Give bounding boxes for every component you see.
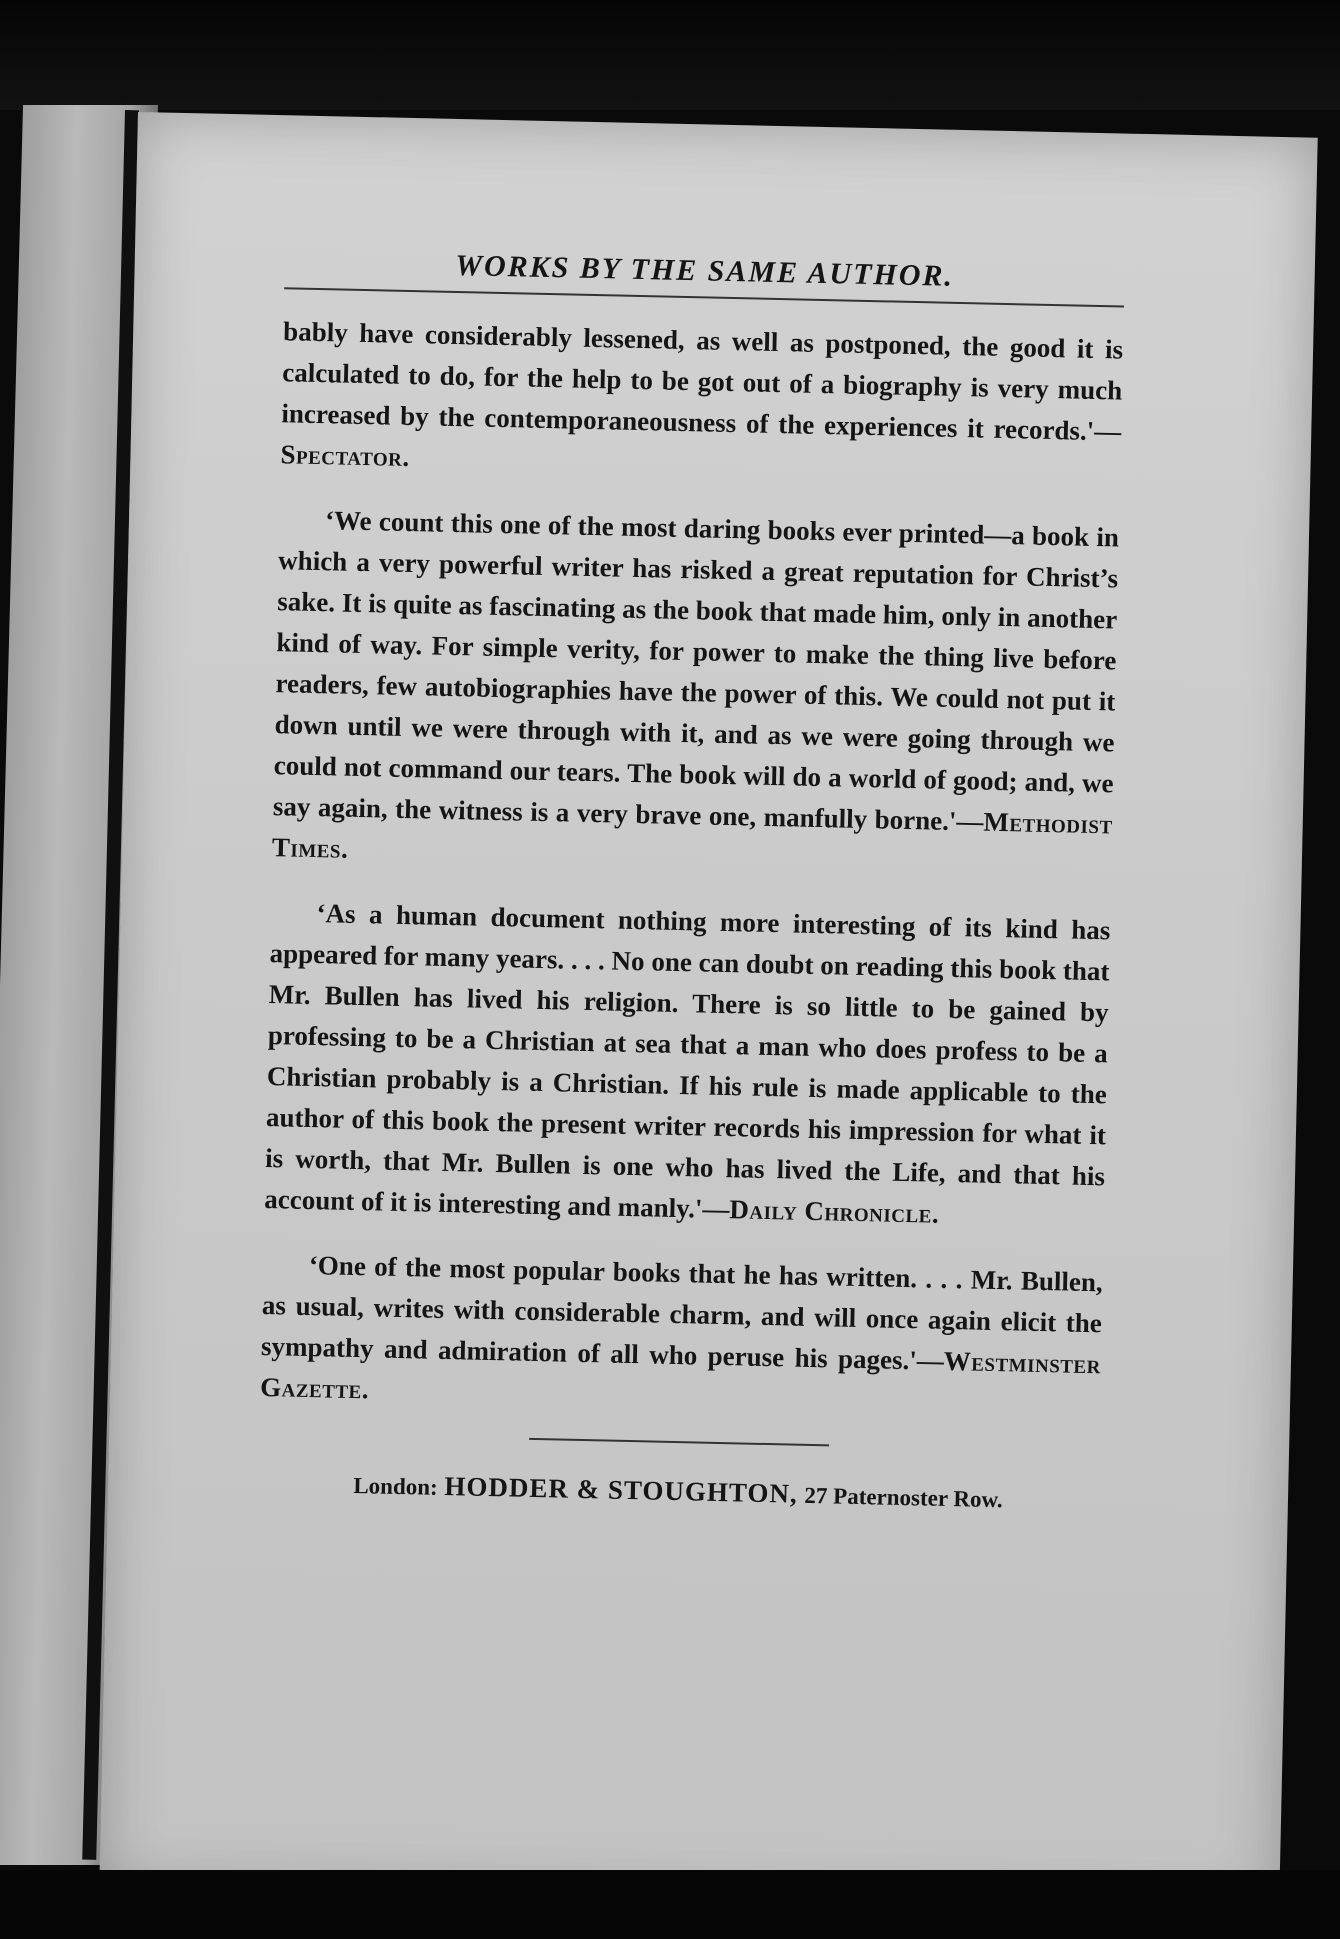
scan-border-bottom — [0, 1870, 1340, 1939]
review-spectator — [280, 311, 1123, 493]
review-source: Spectator. — [280, 439, 411, 473]
review-daily-chronicle — [264, 892, 1111, 1238]
review-source: Westminster Gazette. — [259, 1345, 1102, 1405]
imprint-city: London: — [353, 1473, 438, 1500]
imprint-address: 27 Paternoster Row. — [804, 1482, 1003, 1513]
review-text: ‘As a human document nothing more interesting of its kind has appeared for many years. . . . No one can doubt on reading this book that Mr. Bullen has lived his religion. There is so little to be gained by professing to be a Christian at sea that a man who does profess to be a Christian probably is a Christian. If his rule is made applicable to the author of this book the present writer records his impression for what it is worth, that Mr. Bullen is one who has lived the Life, and that his account of it is interesting and manly.'— — [263, 898, 1111, 1225]
review-text: bably have considerably lessened, as well as postponed, the good it is calculated to do, for the help to be got out of a biography is very much increased by the contemporaneousness of the experiences it records.'— — [281, 316, 1124, 447]
footer-rule — [529, 1438, 829, 1447]
review-source: Daily Chronicle. — [729, 1194, 940, 1229]
publisher-imprint — [258, 1464, 1099, 1520]
review-methodist-times — [272, 499, 1120, 886]
page-content — [258, 245, 1125, 1520]
review-text: ‘We count this one of the most daring books ever printed—a book in which a very powerful writer has risked a great reputation for Christ’s sake. It is quite as fascinating as the book that made him, only in another kind of way. For simple verity, for power to make the thing live before readers, few autobiographies have the power of this. We could not put it down until we were through with it, and as we were going through we could not command our tears. The book will do a world of good; and, we say again, the witness is a very brave one, manfully borne.'— — [272, 505, 1120, 837]
scan-border-top — [0, 0, 1340, 110]
review-text: ‘One of the most popular books that he has written. . . . Mr. Bullen, as usual, writes with considerable charm, and will once again elicit the sympathy and admiration of all who peruse his pages.'— — [260, 1250, 1104, 1376]
imprint-publisher: HODDER & STOUGHTON, — [444, 1471, 799, 1509]
review-source: Methodist Times. — [271, 806, 1114, 864]
review-westminster-gazette — [260, 1244, 1103, 1426]
book-page — [99, 112, 1318, 1917]
running-head: WORKS BY THE SAME AUTHOR. — [455, 248, 955, 293]
